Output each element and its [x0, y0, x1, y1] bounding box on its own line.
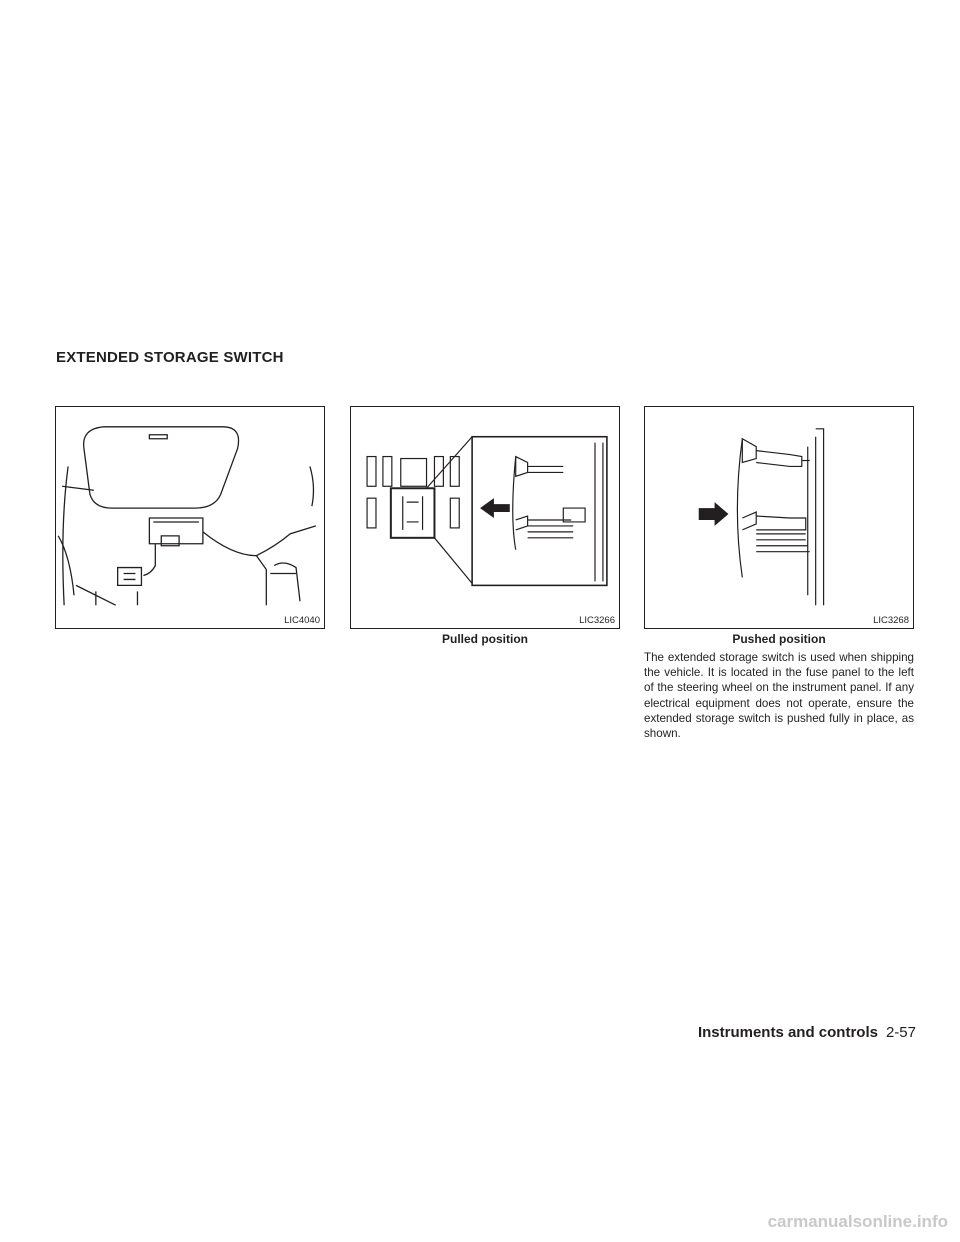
switch-pulled-illustration	[351, 407, 619, 628]
figure-code: LIC4040	[284, 615, 320, 626]
figure-caption-pushed: Pushed position	[732, 632, 826, 646]
switch-pushed-illustration	[645, 407, 913, 628]
figure-dashboard-location	[55, 406, 325, 629]
figure-pushed-position	[644, 406, 914, 629]
figure-code: LIC3268	[873, 615, 909, 626]
footer-section-name: Instruments and controls	[697, 1024, 878, 1041]
figure-caption-pulled: Pulled position	[442, 632, 528, 646]
dashboard-illustration	[56, 407, 324, 628]
figure-pulled-position	[350, 406, 620, 629]
section-title: EXTENDED STORAGE SWITCH	[56, 349, 284, 366]
page-footer	[698, 1024, 916, 1041]
body-paragraph: The extended storage switch is used when shipping the vehicle. It is located in the fuse panel to the left of the steering wheel on the instrument panel. If any electrical equipment does not operate, ensure the extended storage switch is pushed fully in place, as shown.	[644, 651, 914, 741]
watermark: carmanualsonline.info	[767, 1212, 948, 1231]
figure-code: LIC3266	[579, 615, 615, 626]
page-number: 2-57	[885, 1024, 916, 1041]
